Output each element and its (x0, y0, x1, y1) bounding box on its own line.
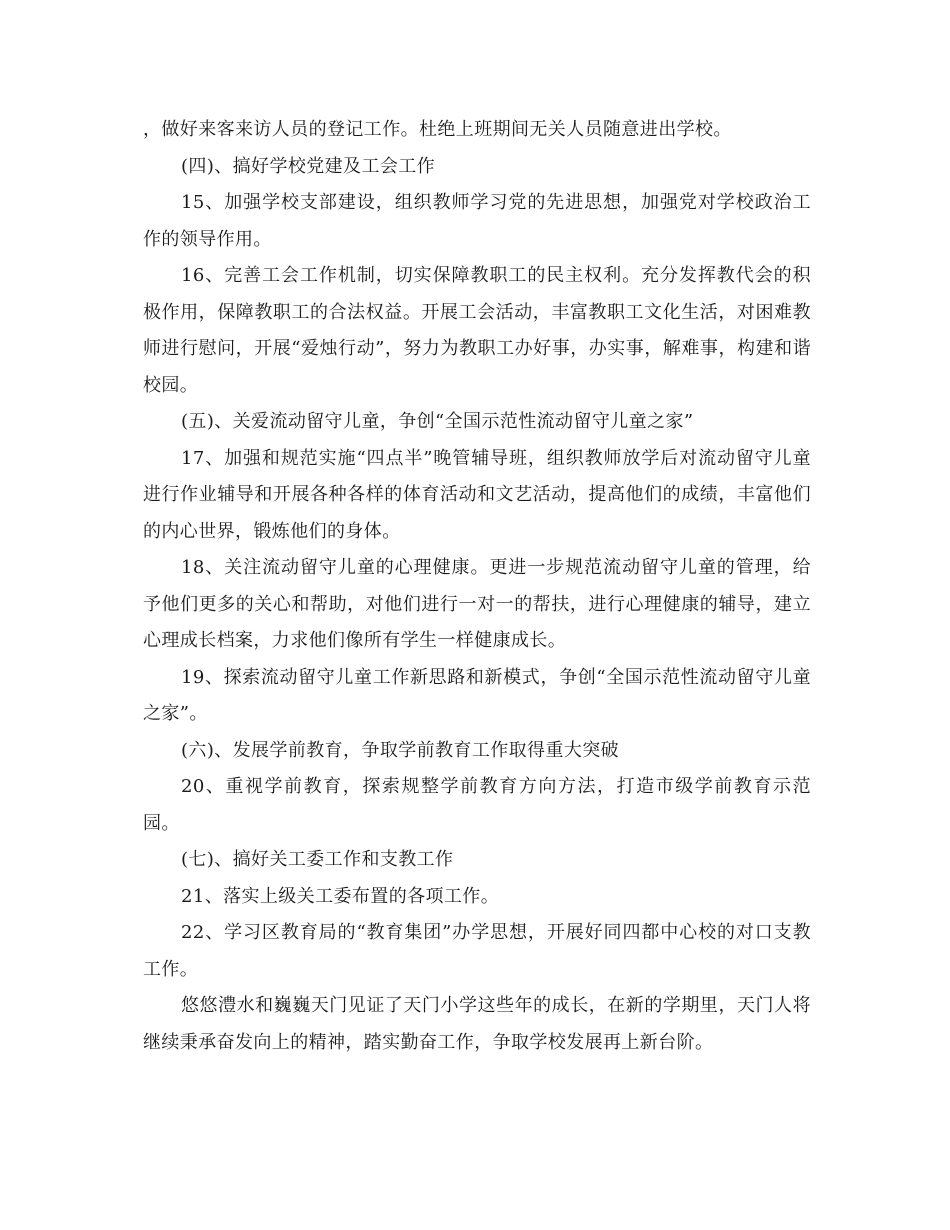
section-heading-4: (四)、搞好学校党建及工会工作 (181, 155, 436, 177)
paragraph-item-18: 18、关注流动留守儿童的心理健康。更进一步规范流动留守儿童的管理，给予他们更多的关心和帮助，对他们进行一对一的帮扶，进行心理健康的辅导，建立心理成长档案，力求他们像所有学生一样健康成长。 (143, 557, 811, 651)
paragraph-item-19: 19、探索流动留守儿童工作新思路和新模式，争创“全国示范性流动留守儿童之家”。 (143, 666, 811, 724)
paragraph-item-20: 20、重视学前教育，探索规整学前教育方向方法，打造市级学前教育示范园。 (143, 776, 811, 834)
section-heading-5: (五)、关爱流动留守儿童，争创“全国示范性流动留守儿童之家” (181, 411, 694, 432)
paragraph-item-15: 15、加强学校支部建设，组织教师学习党的先进思想，加强党对学校政治工作的领导作用。 (143, 192, 811, 250)
section-heading-7: (七)、搞好关工委工作和支教工作 (181, 849, 454, 870)
paragraph-closing: 悠悠澧水和巍巍天门见证了天门小学这些年的成长，在新的学期里，天门人将继续秉承奋发向上的精神，踏实勤奋工作，争取学校发展再上新台阶。 (143, 995, 811, 1053)
paragraph-item-16: 16、完善工会工作机制，切实保障教职工的民主权利。充分发挥教代会的积极作用，保障教职工的合法权益。开展工会活动，丰富教职工文化生活，对困难教师进行慰问，开展“爱烛行动”，努力为教职工办好事，办实事，解难事，构建和谐校园。 (143, 265, 811, 396)
paragraph-continuation: ，做好来客来访人员的登记工作。杜绝上班期间无关人员随意进出学校。 (143, 119, 732, 140)
document-body (143, 112, 811, 1061)
paragraph-item-21: 21、落实上级关工委布置的各项工作。 (181, 885, 500, 907)
paragraph-item-22: 22、学习区教育局的“教育集团”办学思想，开展好同四都中心校的对口支教工作。 (143, 922, 811, 980)
section-heading-6: (六)、发展学前教育，争取学前教育工作取得重大突破 (181, 739, 620, 761)
paragraph-item-17: 17、加强和规范实施“四点半”晚管辅导班，组织教师放学后对流动留守儿童进行作业辅导和开展各种各样的体育活动和文艺活动，提高他们的成绩，丰富他们的内心世界，锻炼他们的身体。 (143, 447, 811, 542)
